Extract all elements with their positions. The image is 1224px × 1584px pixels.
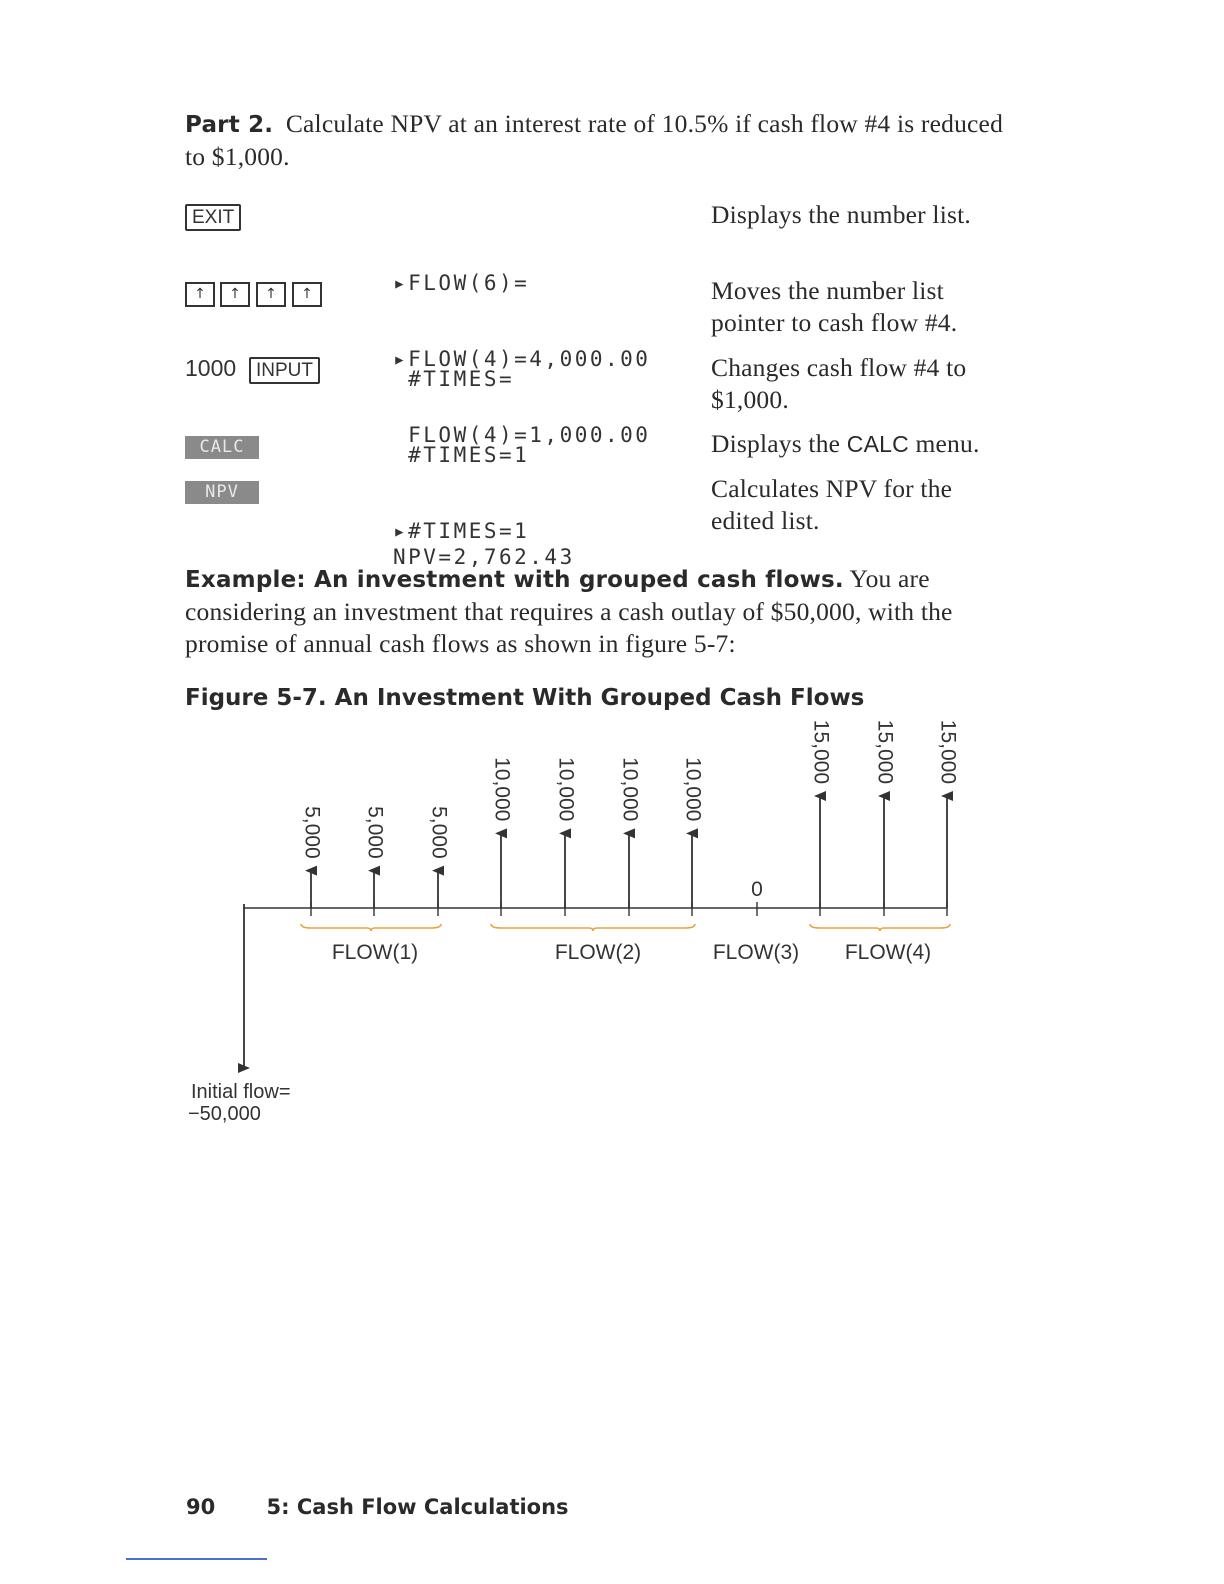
flow-amount-label: 10,000 xyxy=(618,757,642,822)
flow-amount-label: 5,000 xyxy=(300,806,324,859)
flow-amount-label: 10,000 xyxy=(681,757,705,822)
group-label: FLOW(4) xyxy=(844,941,932,964)
intro-paragraph xyxy=(185,108,1015,173)
display-line: #TIMES= xyxy=(393,367,515,391)
npv-menu-key: NPV xyxy=(185,481,259,504)
initial-flow-label: Initial flow= xyxy=(191,1081,291,1103)
flow-amount-label: 5,000 xyxy=(427,806,451,859)
flow-amount-label: 15,000 xyxy=(873,720,897,784)
display-line: FLOW(4)=1,000.00 xyxy=(393,423,651,447)
flow-amount-label: 15,000 xyxy=(936,720,960,784)
exit-key: EXIT xyxy=(185,204,241,231)
initial-flow-value: −50,000 xyxy=(188,1103,261,1125)
desc-text: Displays the xyxy=(711,429,847,458)
up-arrow-key-icon: ↑ xyxy=(256,282,286,307)
example-paragraph xyxy=(185,563,1015,660)
calc-menu-key: CALC xyxy=(185,436,259,459)
group-brace xyxy=(491,924,695,931)
chapter-title: 5: Cash Flow Calculations xyxy=(266,1495,569,1519)
example-lead: Example: An investment with grouped cash flows. xyxy=(185,567,844,593)
up-arrow-key-icon: ↑ xyxy=(185,282,215,307)
display-line: #TIMES=1 xyxy=(393,443,530,467)
up-arrow-key-icon: ↑ xyxy=(292,282,322,307)
group-label: FLOW(1) xyxy=(331,941,419,964)
intro-text: Calculate NPV at an interest rate of 10.5% if cash flow #4 is reduced to $1,000. xyxy=(185,109,1004,171)
group-brace xyxy=(810,924,950,931)
flow-amount-label: 15,000 xyxy=(809,720,833,784)
flow-amount-label: 10,000 xyxy=(554,757,578,822)
intro-lead: Part 2. xyxy=(185,112,274,138)
display-line: NPV=2,762.43 xyxy=(393,545,575,569)
figure-title: Figure 5-7. An Investment With Grouped Cash Flows xyxy=(185,685,865,711)
group-label: FLOW(3) xyxy=(712,941,800,964)
scan-edge-line xyxy=(126,1558,267,1560)
up-arrow-key-icon: ↑ xyxy=(220,282,250,307)
step-3-description: Changes cash flow #4 to $1,000. xyxy=(711,353,967,414)
flow-amount-label: 10,000 xyxy=(490,757,514,822)
display-line: ▸#TIMES=1 xyxy=(393,519,530,543)
step-2-description: Moves the number list pointer to cash flow #4. xyxy=(711,276,958,337)
cash-flow-diagram xyxy=(0,720,1224,1140)
display-line: ▸FLOW(4)=4,000.00 xyxy=(393,347,651,371)
flow-amount-label: 0 xyxy=(751,878,763,901)
page-footer xyxy=(186,1495,569,1519)
group-label: FLOW(2) xyxy=(554,941,642,964)
calc-label: CALC xyxy=(846,431,909,457)
step-1-description: Displays the number list. xyxy=(711,200,971,229)
input-key: INPUT xyxy=(249,357,320,384)
step-4-description xyxy=(711,428,1011,460)
group-brace xyxy=(301,924,441,931)
value-1000: 1000 xyxy=(185,355,237,381)
page-number: 90 xyxy=(186,1495,216,1519)
display-line: ▸FLOW(6)= xyxy=(393,271,530,295)
desc-text: menu. xyxy=(908,429,980,458)
step-5-description: Calculates NPV for the edited list. xyxy=(711,474,953,535)
example-text: You are considering an investment that requires a cash outlay of $50,000, with the promise of annual cash flows as shown in figure 5-7: xyxy=(185,564,953,658)
flow-amount-label: 5,000 xyxy=(363,806,387,859)
